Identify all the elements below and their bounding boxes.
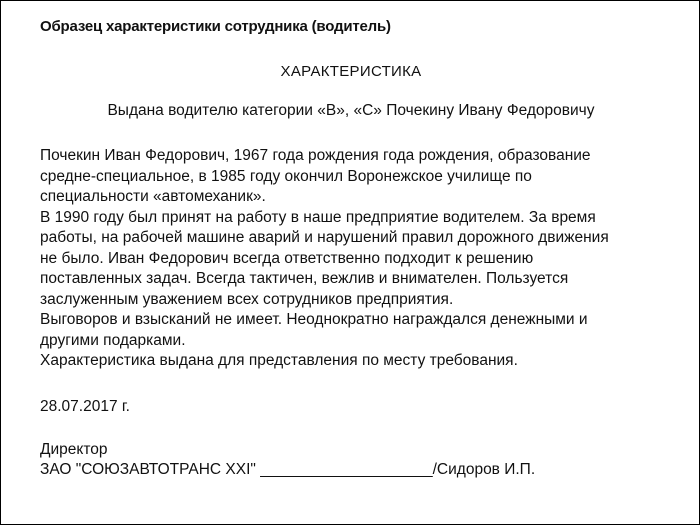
- body-line: Почекин Иван Федорович, 1967 года рождения года рождения, образование: [40, 147, 591, 164]
- issued-to-line: Выдана водителю категории «В», «С» Почекину Ивану Федоровичу: [107, 102, 595, 119]
- body-line: не было. Иван Федорович всегда ответственно подходит к решению: [40, 249, 534, 267]
- body-line: заслуженным уважением всех сотрудников предприятия.: [40, 290, 454, 308]
- signature-line: ЗАО "СОЮЗАВТОТРАНС XXI" ____________________/Сидоров И.П.: [40, 461, 536, 478]
- document-heading: Образец характеристики сотрудника (водитель): [40, 18, 391, 35]
- body-line: Характеристика выдана для представления по месту требования.: [40, 352, 518, 369]
- body-line: другими подарками.: [40, 331, 186, 349]
- document-body: [40, 146, 680, 372]
- body-line: В 1990 году был принят на работу в наше предприятие водителем. За время: [40, 208, 596, 226]
- body-line: поставленных задач. Всегда тактичен, вежлив и внимателен. Пользуется: [40, 270, 569, 287]
- document-title: ХАРАКТЕРИСТИКА: [280, 63, 422, 80]
- body-line: специальности «автомеханик».: [40, 188, 266, 205]
- body-line: Выговоров и взысканий не имеет. Неоднократно награждался денежными и: [40, 311, 588, 328]
- body-line: средне-специальное, в 1985 году окончил Воронежское училище по: [40, 167, 532, 185]
- signer-position: Директор: [40, 441, 108, 458]
- document-date: 28.07.2017 г.: [40, 398, 130, 415]
- body-line: работы, на рабочей машине аварий и нарушений правил дорожного движения: [40, 229, 609, 246]
